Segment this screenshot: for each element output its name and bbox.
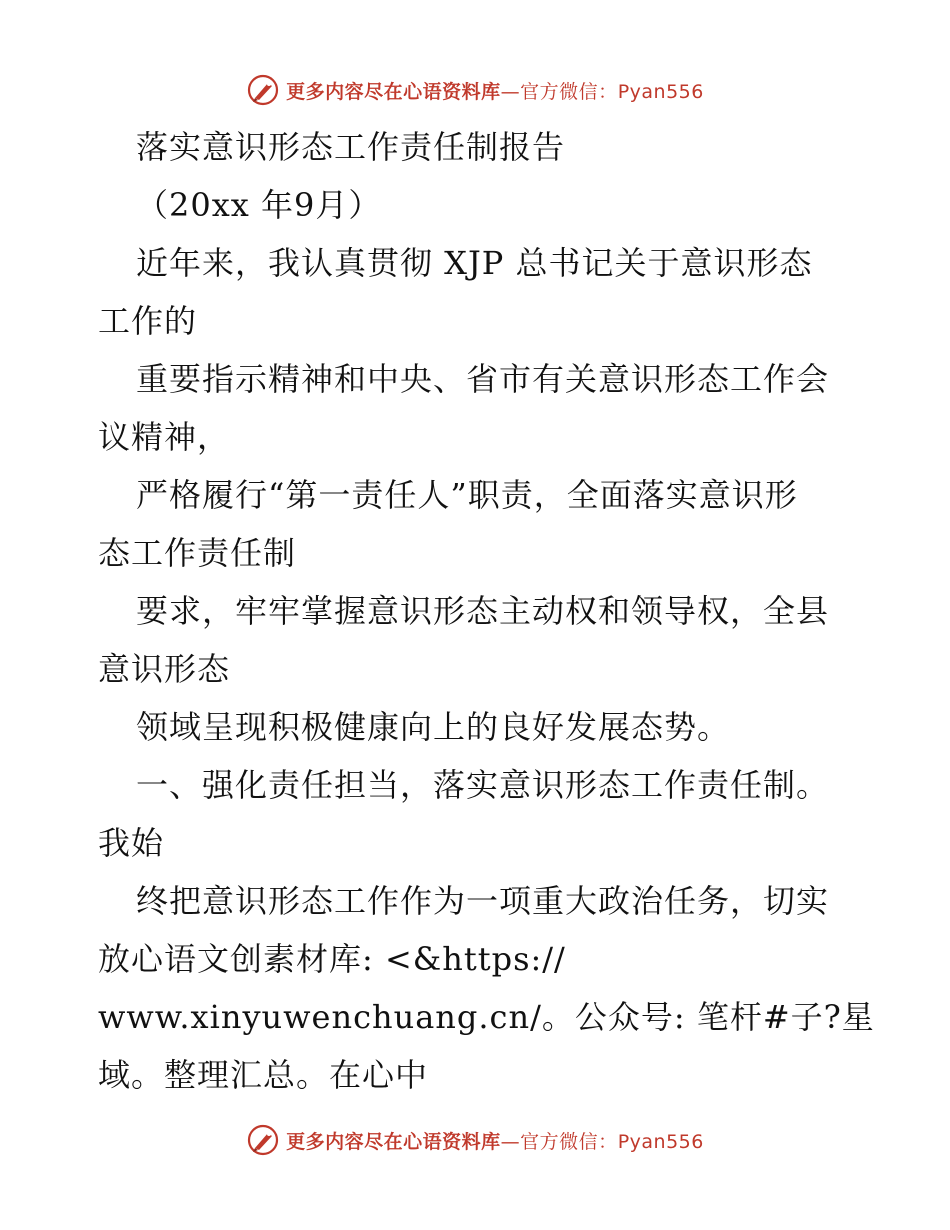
- document-line: 工作的: [98, 302, 198, 340]
- banner-main-text: 更多内容尽在心语资料库: [286, 80, 501, 103]
- document-body: [98, 118, 875, 1104]
- document-line: 我始: [98, 824, 165, 862]
- document-line: 近年来，我认真贯彻 XJP 总书记关于意识形态: [136, 244, 813, 282]
- banner-sub-text: 官方微信：: [520, 80, 618, 103]
- document-line: 重要指示精神和中央、省市有关意识形态工作会: [136, 360, 830, 398]
- header-watermark-banner: [0, 70, 950, 110]
- document-line: 意识形态: [98, 650, 231, 688]
- banner-text: [286, 1127, 704, 1154]
- document-line: 一、强化责任担当，落实意识形态工作责任制。: [136, 766, 830, 804]
- document-line: 域。整理汇总。在心中: [98, 1056, 429, 1094]
- document-line: 严格履行“第一责任人”职责，全面落实意识形: [136, 476, 798, 514]
- banner-text: [286, 77, 704, 104]
- banner-main-text: 更多内容尽在心语资料库: [286, 1130, 501, 1153]
- document-line: 放心语文创素材库: <&https://: [98, 940, 566, 978]
- document-line: 落实意识形态工作责任制报告: [136, 128, 566, 166]
- pen-logo-icon: [246, 73, 280, 107]
- banner-sub-text: 官方微信：: [520, 1130, 618, 1153]
- document-line: 态工作责任制: [98, 534, 297, 572]
- banner-dash: —: [500, 1130, 521, 1153]
- footer-watermark-banner: [0, 1120, 950, 1160]
- banner-dash: —: [500, 80, 521, 103]
- banner-wechat-id: Pyan556: [617, 1130, 704, 1153]
- pen-logo-icon: [246, 1123, 280, 1157]
- document-line: 议精神，: [98, 418, 231, 456]
- banner-wechat-id: Pyan556: [617, 80, 704, 103]
- document-line: www.xinyuwenchuang.cn/。公众号: 笔杆#子?星: [98, 998, 875, 1036]
- document-line: 要求，牢牢掌握意识形态主动权和领导权，全县: [136, 592, 830, 630]
- document-line: （20xx 年9月）: [136, 186, 382, 224]
- document-line: 领域呈现积极健康向上的良好发展态势。: [136, 708, 731, 746]
- document-line: 终把意识形态工作作为一项重大政治任务，切实: [136, 882, 830, 920]
